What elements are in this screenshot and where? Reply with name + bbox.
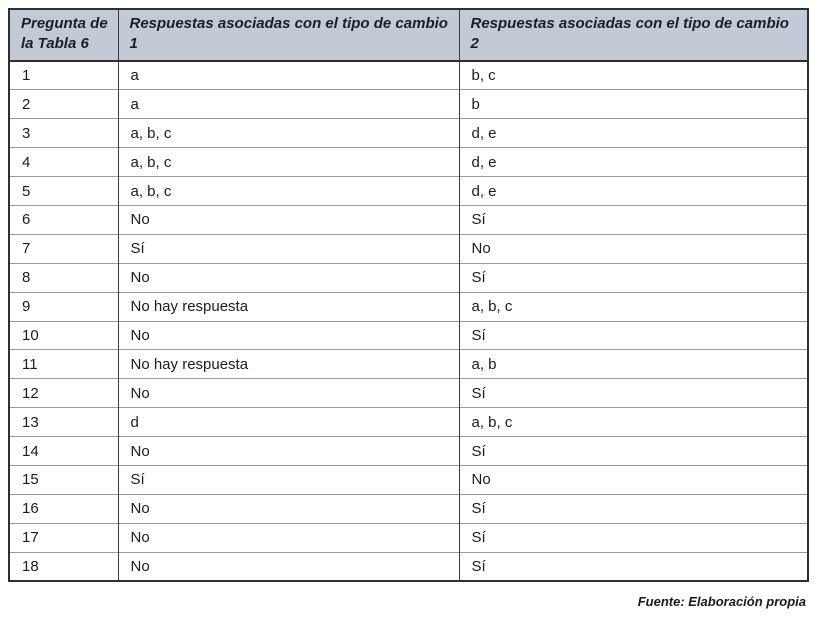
cambio2-response-cell: No [459,234,808,263]
question-number-cell: 16 [9,494,118,523]
question-number-cell: 3 [9,119,118,148]
cambio1-response-cell: No [118,205,459,234]
table-row [9,465,808,494]
cambio2-response-cell: Sí [459,205,808,234]
question-number-cell: 9 [9,292,118,321]
header-cambio-1: Respuestas asociadas con el tipo de cambio 1 [118,9,459,61]
table-row [9,552,808,581]
cambio1-response-cell: No hay respuesta [118,292,459,321]
cambio2-response-cell: a, b, c [459,292,808,321]
table-row [9,350,808,379]
cambio1-response-cell: a, b, c [118,119,459,148]
cambio2-response-cell: b [459,90,808,119]
cambio2-response-cell: Sí [459,321,808,350]
table-row [9,90,808,119]
table-body [9,61,808,581]
responses-table [8,8,809,582]
question-number-cell: 7 [9,234,118,263]
cambio1-response-cell: No [118,494,459,523]
question-number-cell: 1 [22,67,31,85]
cambio1-response-cell: No [118,523,459,552]
cambio2-response-cell: d, e [459,177,808,206]
cambio2-response-cell: d, e [459,148,808,177]
question-number-cell: 12 [9,379,118,408]
cambio2-response-cell: d, e [459,119,808,148]
cambio1-response-cell: No [118,321,459,350]
table-row [9,148,808,177]
cambio1-response-cell: a [118,90,459,119]
question-number-cell: 8 [9,263,118,292]
cambio2-response-cell: a, b [459,350,808,379]
cambio2-response-cell: Sí [459,437,808,466]
question-number-cell: 17 [9,523,118,552]
question-number-cell: 4 [9,148,118,177]
source-note: Fuente: Elaboración propia [637,594,806,609]
question-number-cell: 5 [9,177,118,206]
question-number-cell: 13 [9,408,118,437]
question-number-cell: 10 [9,321,118,350]
cambio2-response-cell: Sí [459,263,808,292]
question-number-cell: 14 [9,437,118,466]
cambio2-response-cell: Sí [459,494,808,523]
table-row [9,119,808,148]
cambio2-response-cell: b, c [459,61,808,90]
cambio1-response-cell: No [118,263,459,292]
table-row [9,263,808,292]
responses-table-container [8,8,809,582]
header-cambio-2: Respuestas asociadas con el tipo de cambio 2 [459,9,808,61]
table-row [9,321,808,350]
cambio1-response-cell: a, b, c [118,148,459,177]
table-row [9,234,808,263]
header-pregunta: Pregunta de la Tabla 6 [9,9,118,61]
table-row [9,494,808,523]
table-header-row [9,9,808,61]
table-row [9,523,808,552]
cambio1-response-cell: No [118,379,459,408]
cambio1-response-cell: a, b, c [118,177,459,206]
cambio1-response-cell: Sí [118,234,459,263]
cambio1-response-cell: Sí [118,465,459,494]
cambio2-response-cell: Sí [459,552,808,581]
cambio1-response-cell: d [118,408,459,437]
table-row [9,177,808,206]
cambio2-response-cell: Sí [459,379,808,408]
cambio1-response-cell: No hay respuesta [118,350,459,379]
table-row [9,437,808,466]
question-number-cell: 2 [9,90,118,119]
table-row [9,61,808,90]
question-number-cell: 18 [9,552,118,581]
cambio2-response-cell: No [459,465,808,494]
cambio2-response-cell: Sí [459,523,808,552]
cambio2-response-cell: a, b, c [459,408,808,437]
cambio1-response-cell: No [118,552,459,581]
cambio1-response-cell: No [118,437,459,466]
question-number-cell: 11 [9,350,118,379]
table-row [9,379,808,408]
question-number-cell: 6 [9,205,118,234]
question-number-cell: 15 [9,465,118,494]
table-row [9,408,808,437]
table-row [9,205,808,234]
table-row [9,292,808,321]
cambio1-response-cell: a [118,61,459,90]
